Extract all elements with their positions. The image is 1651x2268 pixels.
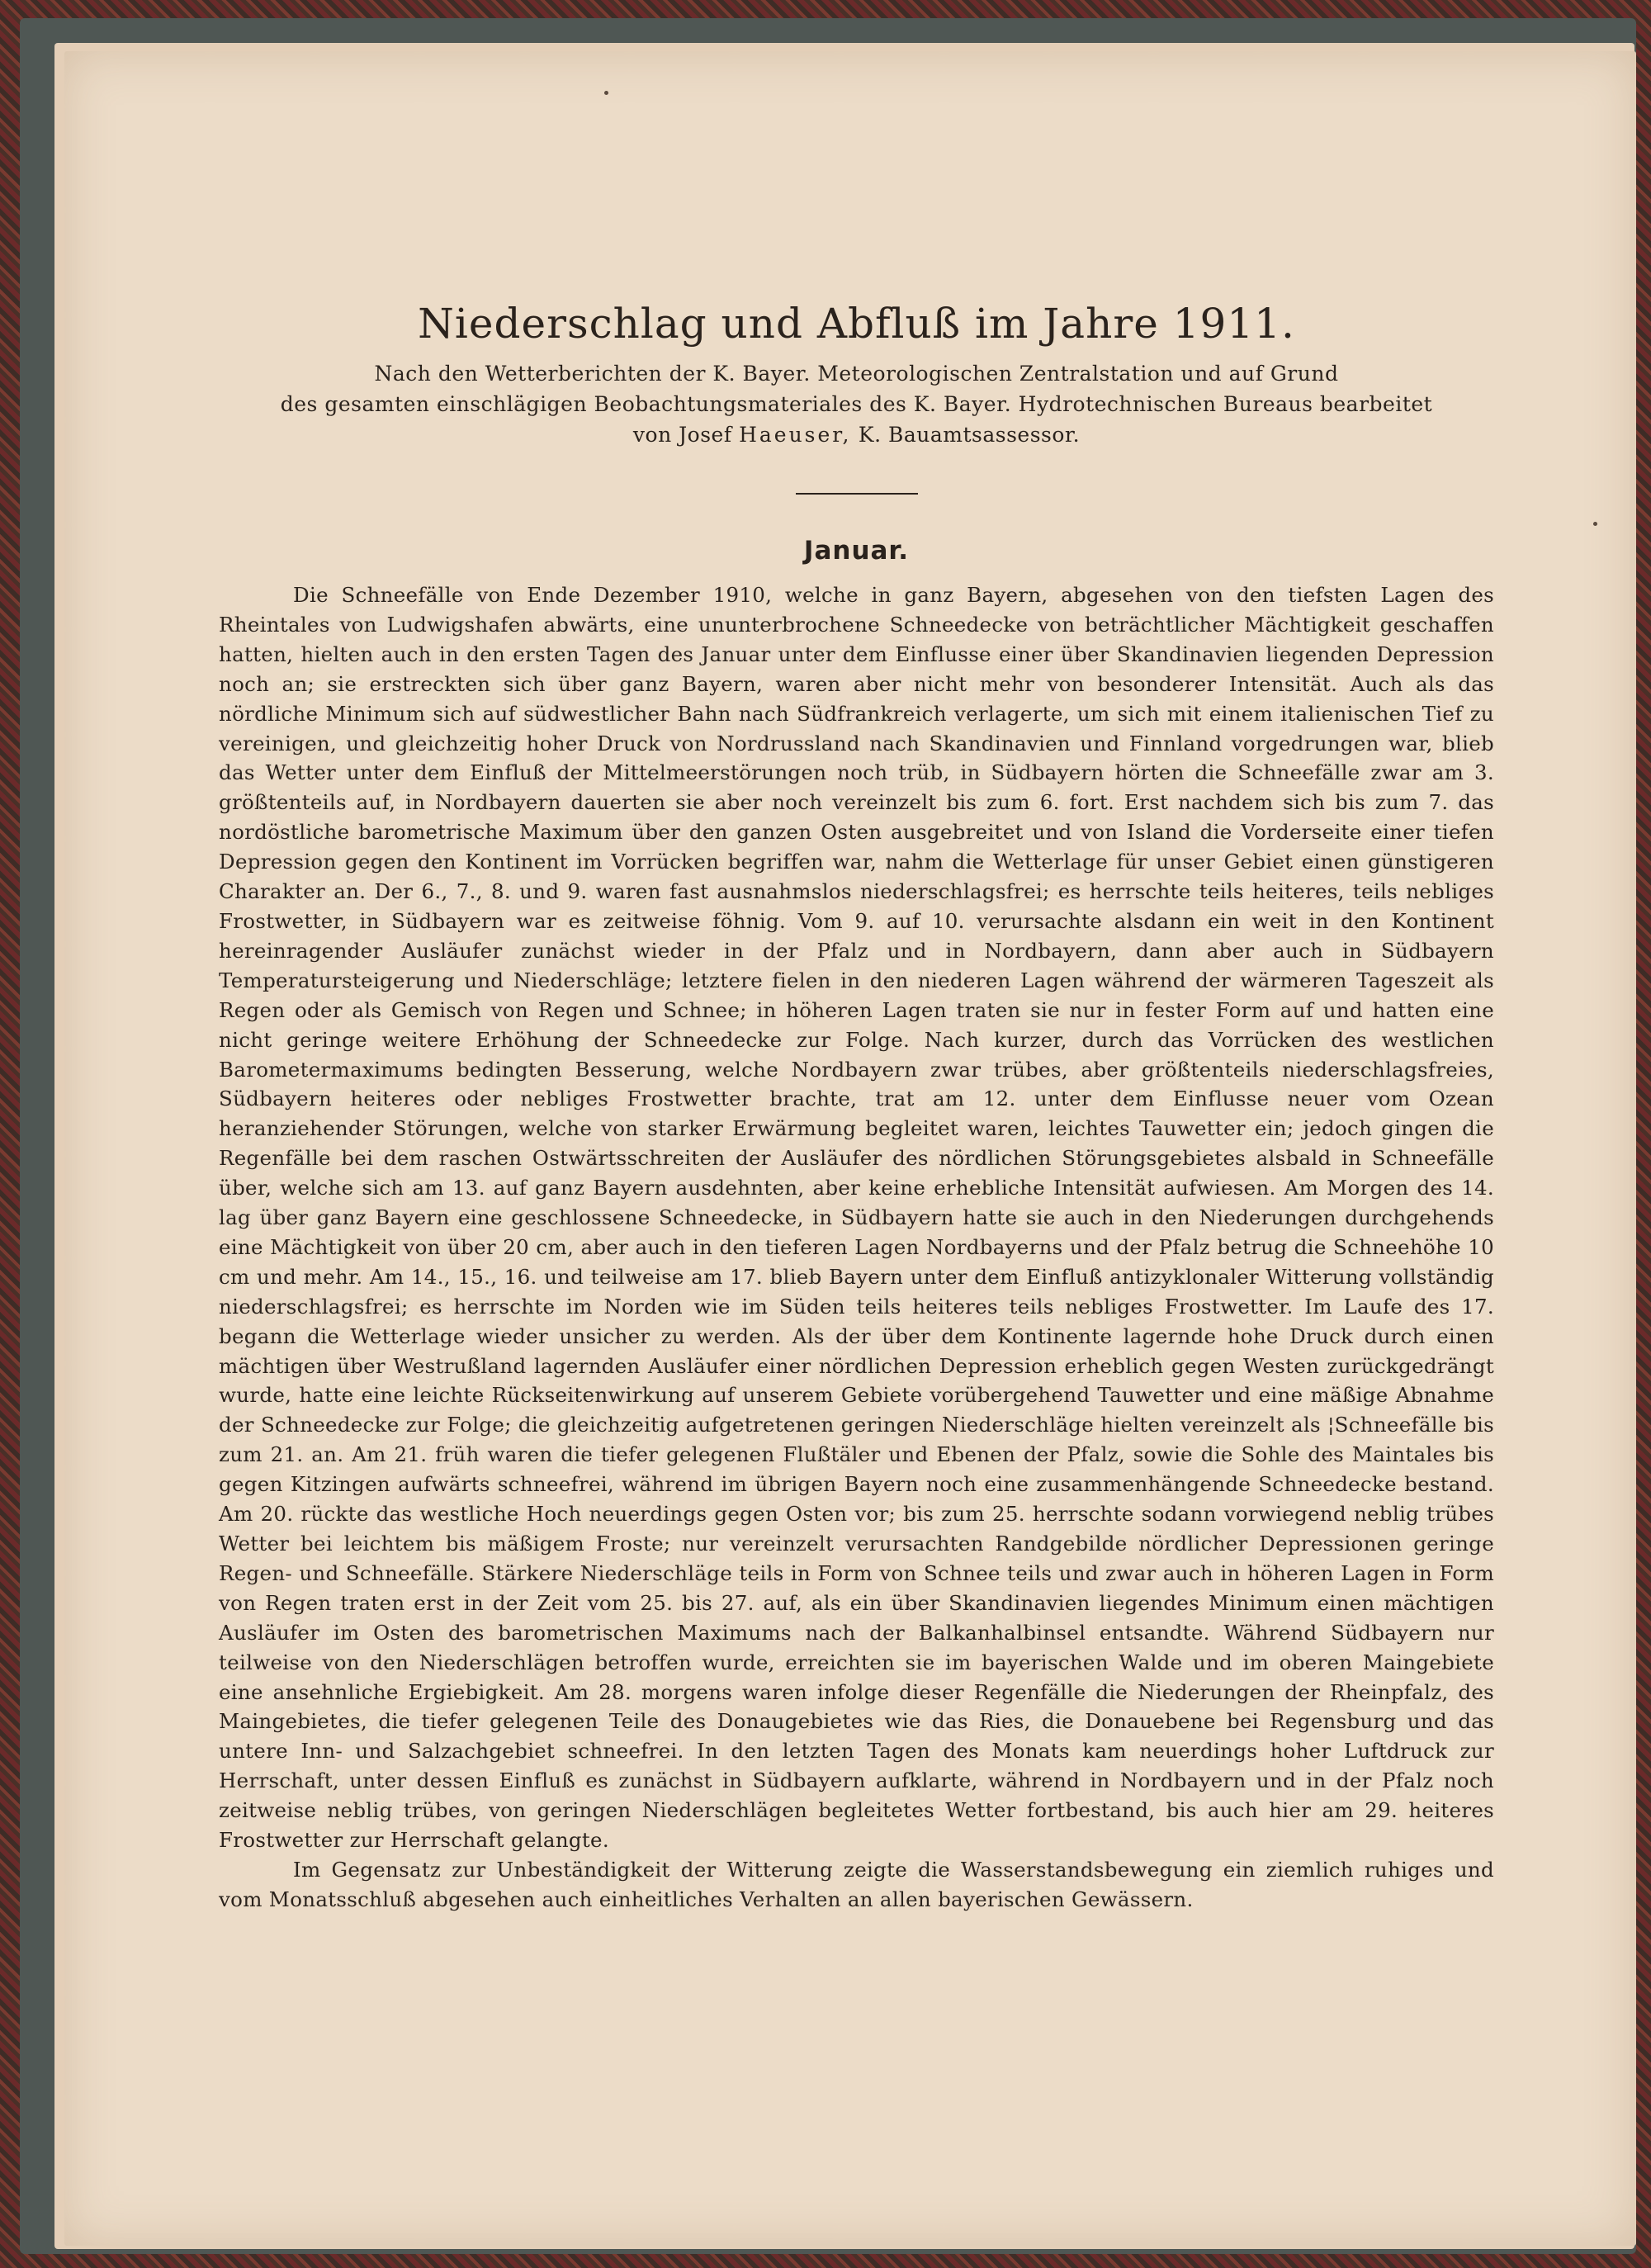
article (219, 297, 1494, 1915)
byline-line-1: Nach den Wetterberichten der K. Bayer. Meteorologischen Zentralstation und auf Grund (374, 362, 1339, 386)
article-byline (219, 358, 1494, 450)
paper-speck (604, 91, 608, 95)
section-heading: Januar. (803, 536, 910, 566)
article-title: Niederschlag und Abfluß im Jahre 1911. (418, 300, 1295, 348)
author-title: K. Bauamtsassessor. (858, 423, 1081, 447)
separator-rule (796, 493, 918, 495)
author-name: Haeuser, (739, 423, 852, 447)
paper-speck (1593, 522, 1597, 526)
body-paragraph: Im Gegensatz zur Unbeständigkeit der Witterung zeigte die Wasserstandsbewegung ein ziemlich ruhiges und vom Monatsschluß abgesehen auch einheitliches Verhalten an allen bayerischen Gewässern. (219, 1857, 1494, 1911)
byline-line-2: des gesamten einschlägigen Beobachtungsmateriales des K. Bayer. Hydrotechnischen Bureaus bearbeitet (280, 392, 1433, 416)
byline-prefix: von Josef (632, 423, 732, 447)
body-paragraph: Die Schneefälle von Ende Dezember 1910, welche in ganz Bayern, abgesehen von den tiefsten Lagen des Rheintales von Ludwigshafen abwärts, eine ununterbrochene Schneedecke von beträchtlicher Mächtigkeit geschaffen hatten, hielten auch in den ersten Tagen des Januar unter dem Einflusse einer über Skandinavien liegenden Depression noch an; sie erstreckten sich über ganz Bayern, waren aber nicht mehr von besonderer Intensität. Auch als das nördliche Minimum sich auf südwestlicher Bahn nach Südfrankreich verlagerte, um sich mit einem italienischen Tief zu vereinigen, und gleichzeitig hoher Druck von Nordrussland nach Skandinavien und Finnland vorgedrungen war, blieb das Wetter unter dem Einfluß der Mittelmeerstörungen noch trüb, in Südbayern hörten die Schneefälle zwar am 3. größtenteils auf, in Nordbayern dauerten sie aber noch vereinzelt bis zum 6. fort. Erst nachdem sich bis zum 7. das nordöstliche barometrische Maximum über den ganzen Osten ausgebreitet und von Island die Vorderseite einer tiefen Depression gegen den Kontinent im Vorrücken begriffen war, nahm die Wetterlage für unser Gebiet einen günstigeren Charakter an. Der 6., 7., 8. und 9. waren fast ausnahmslos niederschlagsfrei; es herrschte teils heiteres, teils nebliges Frostwetter, in Südbayern war es zeitweise föhnig. Vom 9. auf 10. verursachte alsdann ein weit in den Kontinent hereinragender Ausläufer zunächst wieder in der Pfalz und in Nordbayern, dann aber auch in Südbayern Temperatursteigerung und Niederschläge; letztere fielen in den niederen Lagen während der wärmeren Tageszeit als Regen oder als Gemisch von Regen und Schnee; in höheren Lagen traten sie nur in fester Form auf und hatten eine nicht geringe weitere Erhöhung der Schneedecke zur Folge. Nach kurzer, durch das Vorrücken des westlichen Barometermaximums bedingten Besserung, welche Nordbayern zwar trübes, aber größtenteils niederschlagsfreies, Südbayern heiteres oder nebliges Frostwetter brachte, trat am 12. unter dem Einflusse neuer vom Ozean heranziehender Störungen, welche von starker Erwärmung begleitet waren, leichtes Tauwetter ein; jedoch gingen die Regenfälle bei dem raschen Ostwärtsschreiten der Ausläufer des nördlichen Störungsgebietes alsbald in Schneefälle über, welche sich am 13. auf ganz Bayern ausdehnten, aber keine erhebliche Intensität aufwiesen. Am Morgen des 14. lag über ganz Bayern eine geschlossene Schneedecke, in Südbayern hatte sie auch in den Niederungen durchgehends eine Mächtigkeit von über 20 cm, aber auch in den tieferen Lagen Nordbayerns und der Pfalz betrug die Schneehöhe 10 cm und mehr. Am 14., 15., 16. und teilweise am 17. blieb Bayern unter dem Einfluß antizyklonaler Witterung vollständig niederschlagsfrei; es herrschte im Norden wie im Süden teils heiteres teils nebliges Frostwetter. Im Laufe des 17. begann die Wetterlage wieder unsicher zu werden. Als der über dem Kontinente lagernde hohe Druck durch einen mächtigen über Westrußland lagernden Ausläufer einer nördlichen Depression erheblich gegen Westen zurückgedrängt wurde, hatte eine leichte Rückseitenwirkung auf unserem Gebiete vorübergehend Tauwetter und eine mäßige Abnahme der Schneedecke zur Folge; die gleichzeitig aufgetretenen geringen Niederschläge hielten vereinzelt als ¦Schneefälle bis zum 21. an. Am 21. früh waren die tiefer gelegenen Flußtäler und Ebenen der Pfalz, sowie die Sohle des Maintales bis gegen Kitzingen aufwärts schneefrei, während im übrigen Bayern noch eine zusammenhängende Schneedecke bestand. Am 20. rückte das westliche Hoch neuerdings gegen Osten vor; bis zum 25. herrschte sodann vorwiegend neblig trübes Wetter bei leichtem bis mäßigem Froste; nur vereinzelt verursachten Randgebilde nördlicher Depressionen geringe Regen- und Schneefälle. Stärkere Niederschläge teils in Form von Schnee teils und zwar auch in höheren Lagen in Form von Regen traten erst in der Zeit vom 25. bis 27. auf, als ein über Skandinavien liegendes Minimum einen mächtigen Ausläufer im Osten des barometrischen Maximums nach der Balkanhalbinsel entsandte. Während Südbayern nur teilweise von den Niederschlägen betroffen wurde, erreichten sie im bayerischen Walde und im oberen Maingebiete eine ansehnliche Ergiebigkeit. Am 28. morgens waren infolge dieser Regenfälle die Niederungen der Rheinpfalz, des Maingebietes, die tiefer gelegenen Teile des Donaugebietes wie das Ries, die Donauebene bei Regensburg und das untere Inn- und Salzachgebiet schneefrei. In den letzten Tagen des Monats kam neuerdings hoher Luftdruck zur Herrschaft, unter dessen Einfluß es zunächst in Südbayern aufklarte, während in Nordbayern und in der Pfalz noch zeitweise neblig trübes, von geringen Niederschlägen begleitetes Wetter fortbestand, bis auch hier am 29. heiteres Frostwetter zur Herrschaft gelangte. (219, 583, 1494, 1853)
